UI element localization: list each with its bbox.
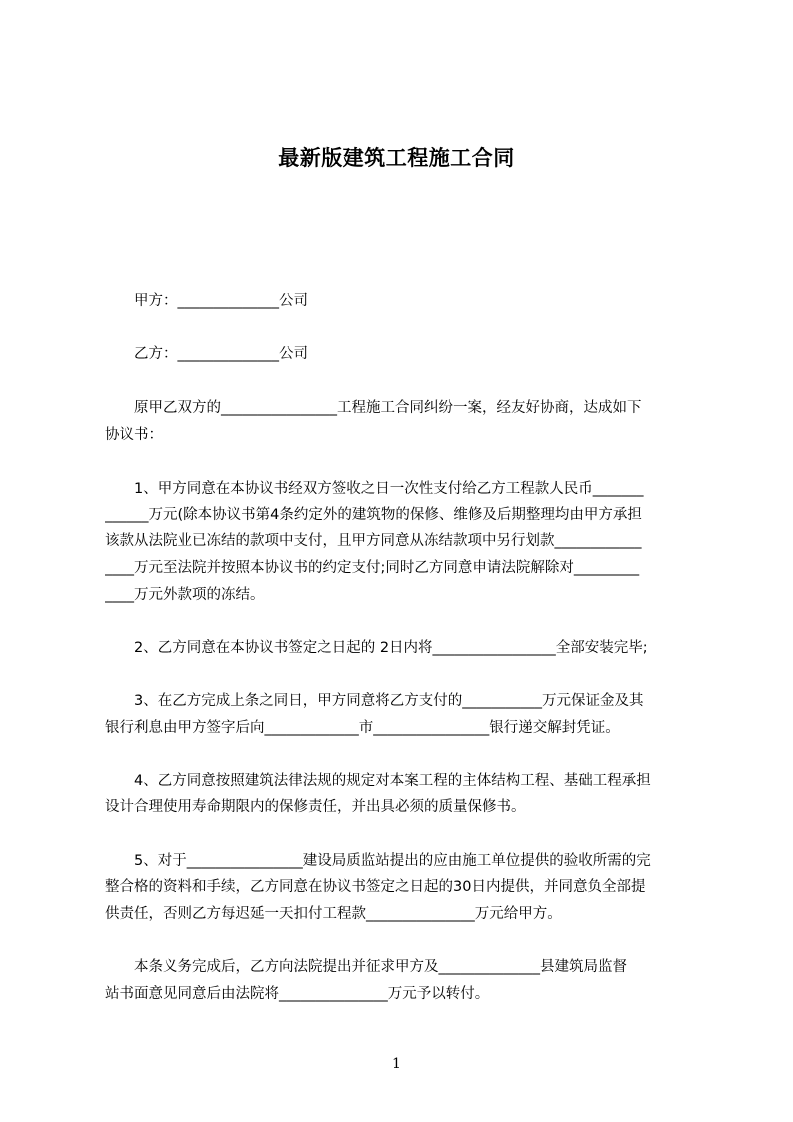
- clause-5-line-2: 整合格的资料和手续，乙方同意在协议书签定之日起的30日内提供，并同意负全部提: [105, 879, 646, 895]
- clause-5-line-1: 5、对于________________建设局质监站提出的应由施工单位提供的验收所需的完: [105, 853, 651, 869]
- document-title: 最新版建筑工程施工合同: [278, 146, 515, 170]
- party-a-line: 甲方：______________公司: [105, 293, 308, 309]
- party-b-line: 乙方：______________公司: [105, 346, 308, 362]
- clause-1-line-5: ____万元外款项的冻结。: [105, 587, 265, 603]
- clause-4-line-2: 设计合理使用寿命期限内的保修责任，并出具必须的质量保修书。: [105, 799, 526, 815]
- page-number: 1: [392, 1056, 401, 1072]
- clause-1-line-2: ______万元(除本协议书第4条约定外的建筑物的保修、维修及后期整理均由甲方承担: [105, 507, 642, 523]
- clause-3-line-2: 银行利息由甲方签字后向_____________市________________银行递交解封凭证。: [105, 720, 620, 736]
- clause-5-line-3: 供责任，否则乙方每迟延一天扣付工程款_______________万元给甲方。: [105, 906, 562, 922]
- clause-5-note-line-2: 站书面意见同意后由法院将_______________万元予以转付。: [105, 986, 490, 1002]
- clause-1-line-3: 该款从法院业已冻结的款项中支付，且甲方同意从冻结款项中另行划款____________: [105, 533, 642, 549]
- clause-1-line-4: ____万元至法院并按照本协议书的约定支付;同时乙方同意申请法院解除对_________: [105, 560, 640, 576]
- intro-line-2: 协议书：: [105, 427, 163, 443]
- clause-4-line-1: 4、乙方同意按照建筑法律法规的规定对本案工程的主体结构工程、基础工程承担: [105, 773, 651, 789]
- clause-2-line-1: 2、乙方同意在本协议书签定之日起的 2日内将_________________全部安装完毕;: [105, 640, 648, 656]
- clause-5-note-line-1: 本条义务完成后，乙方向法院提出并征求甲方及______________县建筑局监督: [105, 959, 627, 975]
- intro-line-1: 原甲乙双方的________________工程施工合同纠纷一案，经友好协商，达成如下: [105, 400, 642, 416]
- clause-3-line-1: 3、在乙方完成上条之同日，甲方同意将乙方支付的___________万元保证金及其: [105, 693, 644, 709]
- clause-1-line-1: 1、甲方同意在本协议书经双方签收之日一次性支付给乙方工程款人民币_______: [105, 481, 644, 497]
